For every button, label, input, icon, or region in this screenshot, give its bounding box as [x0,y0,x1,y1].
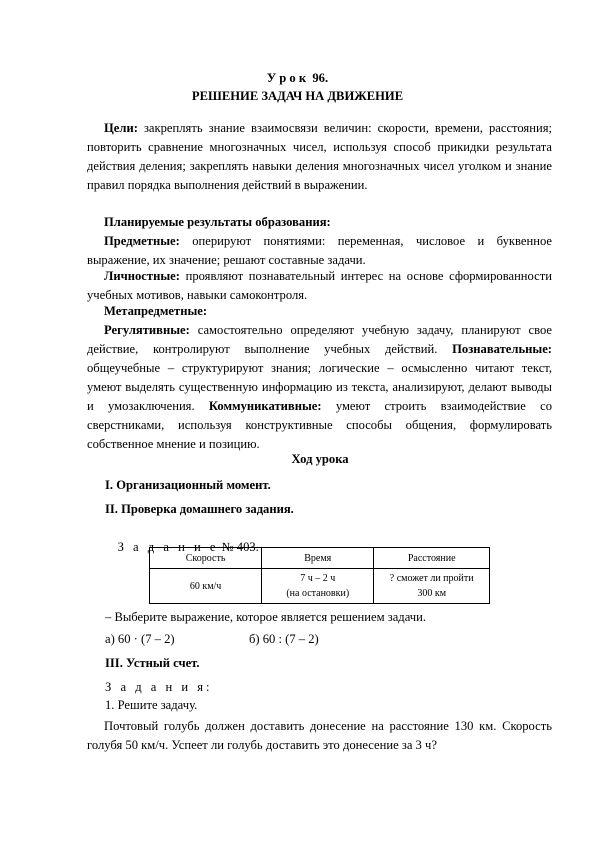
personal-paragraph [87,267,552,305]
lesson-topic: РЕШЕНИЕ ЗАДАЧ НА ДВИЖЕНИЕ [191,89,404,103]
stage-1-heading: I. Организационный момент. [105,478,271,492]
task-label: З а д а н и е [117,540,219,554]
meta-heading: Метапредметные: [104,304,208,318]
header-speed: Скорость [150,548,262,569]
cell-time-line2: (на остановки) [286,588,350,599]
goals-text: закреплять знание взаимосвязи величин: скорости, времени, расстояния; повторить сравнение многозначных чисел, используя способ прикидки результата действия деления; закреплять навыки деления многозначных чисел уголком и знание правил порядка выполнения действий в выражении. [87,121,552,192]
subject-label: Предметные: [104,234,180,248]
goals-label: Цели: [104,121,138,135]
course-heading: Ход урока [291,452,349,466]
regulatory-label: Регулятивные: [104,323,190,337]
cell-distance [374,569,490,604]
subject-text: оперируют понятиями: переменная, числовое и буквенное выражение, их значение; решают составные задачи. [87,234,552,267]
regulatory-paragraph [87,321,552,454]
results-heading: Планируемые результаты образования: [104,215,331,229]
subject-paragraph [87,232,552,270]
task-1-text: Почтовый голубь должен доставить донесение на расстояние 130 км. Скорость голубя 50 км/ч. Успеет ли голубь доставить это донесение за 3 ч? [87,719,552,752]
stage-3-heading: III. Устный счет. [105,656,200,670]
personal-label: Личностные: [104,269,180,283]
table-header-row [150,548,490,569]
motion-data-table [149,547,490,604]
header-distance: Расстояние [374,548,490,569]
choose-expression: – Выберите выражение, которое является решением задачи. [105,610,426,624]
communicative-text: умеют строить взаимодействие со сверстниками, используя конструктивные способы общения, формулировать собственное мнение и позицию. [87,399,552,451]
lesson-number: У р о к 96. [266,71,329,85]
option-b: б) 60 : (7 – 2) [249,632,319,646]
goals-paragraph [87,119,552,195]
cell-distance-line1: ? сможет ли пройти [389,573,474,584]
cell-distance-line2: 300 км [417,588,447,599]
stage-2-heading: II. Проверка домашнего задания. [105,502,294,516]
cell-speed: 60 км/ч [150,569,262,604]
cognitive-text: общеучебные – структурируют знания; логические – осмысленно читают текст, умеют выделять существенную информацию из текста, анализируют, делают выводы и умозаключения. [87,361,552,413]
regulatory-text: самостоятельно определяют учебную задачу, планируют свое действие, контролируют выполнение учебных действий. [87,323,552,356]
communicative-label: Коммуникативные: [208,399,322,413]
task-number: № 403. [221,540,259,554]
tasks-label: З а д а н и я: [105,680,213,694]
table-row [150,569,490,604]
header-time: Время [262,548,374,569]
cognitive-label: Познавательные: [452,342,552,356]
cell-time-line1: 7 ч – 2 ч [300,573,336,584]
cell-time [262,569,374,604]
option-a: а) 60 · (7 – 2) [105,632,175,646]
task-1-title: 1. Решите задачу. [105,698,198,712]
personal-text: проявляют познавательный интерес на основе сформированности учебных мотивов, навыки самоконтроля. [87,269,552,302]
